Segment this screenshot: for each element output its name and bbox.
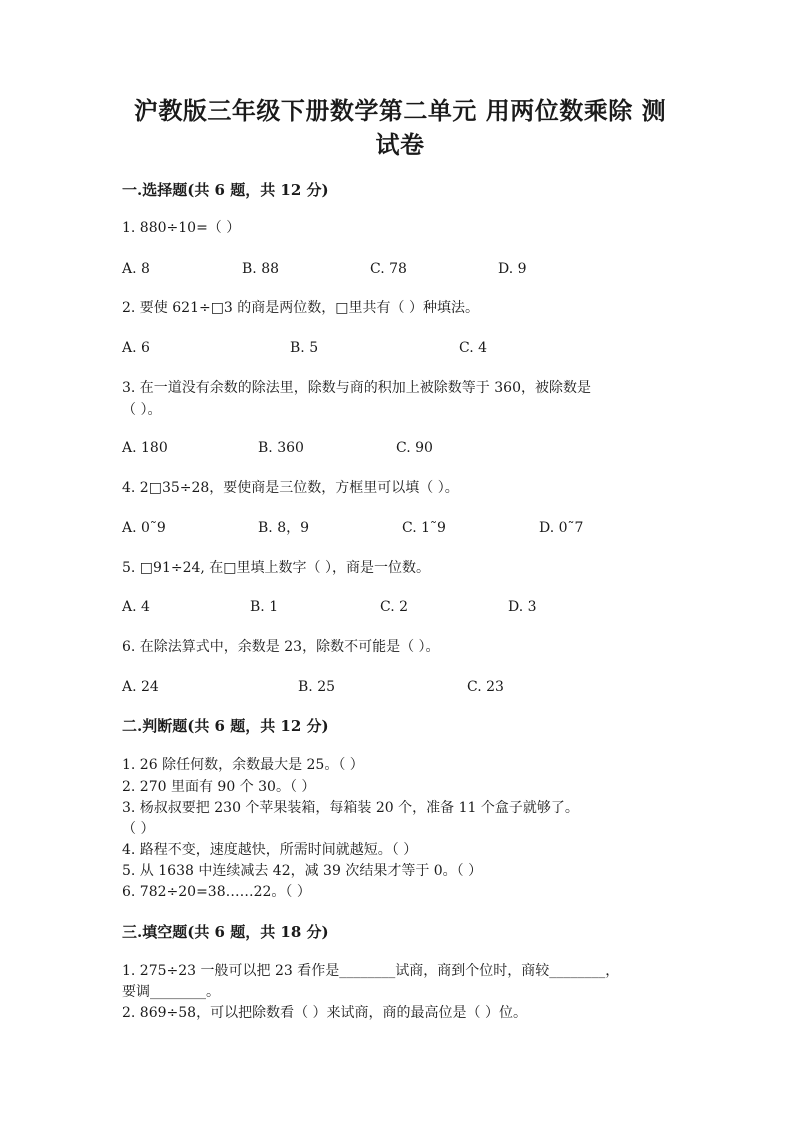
question-3-option-c: C. 90 [396,440,433,456]
question-3-stem-line-2: （ ）。 [122,402,162,418]
question-5-option-c: C. 2 [380,599,409,615]
question-6-stem: 6. 在除法算式中，余数是 23，除数不可能是（ ）。 [122,639,440,655]
question-4-option-b: B. 8，9 [258,520,310,536]
question-1-stem: 1. 880÷10=（ ） [122,220,241,236]
fill-item-1-line-1: 1. 275÷23 一般可以把 23 看作是________试商，商到个位时，商较________， [122,963,620,979]
question-6-option-c: C. 23 [467,679,504,695]
question-4-option-d: D. 0˜7 [539,520,584,536]
question-5-option-a: A. 4 [122,599,150,615]
section-heading-fill-blank: 三.填空题(共 6 题，共 18 分) [122,923,329,941]
question-5-option-d: D. 3 [508,599,537,615]
question-2-option-c: C. 4 [459,340,488,356]
question-1-option-a: A. 8 [122,261,150,277]
section-heading-multiple-choice: 一.选择题(共 6 题，共 12 分) [122,181,329,199]
question-2-option-a: A. 6 [122,340,150,356]
question-4-option-a: A. 0˜9 [122,520,166,536]
judge-item-5: 5. 从 1638 中连续减去 42，减 39 次结果才等于 0。（ ） [122,863,483,879]
question-2-option-b: B. 5 [290,340,319,356]
question-3-option-a: A. 180 [122,440,168,456]
judge-item-3-line-2: （ ） [122,821,155,837]
question-1-option-b: B. 88 [242,261,280,277]
question-4-option-c: C. 1˜9 [402,520,446,536]
question-1-option-c: C. 78 [370,261,407,277]
question-5-stem: 5. □91÷24, 在□里填上数字（ ），商是一位数。 [122,560,430,576]
title-line-1: 沪教版三年级下册数学第二单元 用两位数乘除 测 [133,96,667,125]
fill-item-1-line-2: 要调________。 [122,984,220,1000]
judge-item-1: 1. 26 除任何数，余数最大是 25。（ ） [122,757,364,773]
question-3-stem-line-1: 3. 在一道没有余数的除法里，除数与商的积加上被除数等于 360，被除数是 [122,380,591,396]
exam-title [100,94,700,162]
fill-item-2: 2. 869÷58，可以把除数看（ ）来试商，商的最高位是（ ）位。 [122,1005,527,1021]
question-3-option-b: B. 360 [258,440,304,456]
question-2-stem: 2. 要使 621÷□3 的商是两位数，□里共有（ ）种填法。 [122,300,479,316]
question-6-option-a: A. 24 [122,679,159,695]
title-line-2: 试卷 [375,130,425,159]
judge-item-2: 2. 270 里面有 90 个 30。（ ） [122,779,316,795]
judge-item-4: 4. 路程不变，速度越快，所需时间就越短。（ ） [122,842,418,858]
question-6-option-b: B. 25 [298,679,336,695]
question-1-option-d: D. 9 [498,261,527,277]
question-4-stem: 4. 2□35÷28，要使商是三位数，方框里可以填（ ）。 [122,480,459,496]
judge-item-6: 6. 782÷20=38……22。（ ） [122,884,311,900]
question-5-option-b: B. 1 [250,599,279,615]
section-heading-true-false: 二.判断题(共 6 题，共 12 分) [122,717,329,735]
judge-item-3-line-1: 3. 杨叔叔要把 230 个苹果装箱，每箱装 20 个，准备 11 个盒子就够了。 [122,800,579,816]
